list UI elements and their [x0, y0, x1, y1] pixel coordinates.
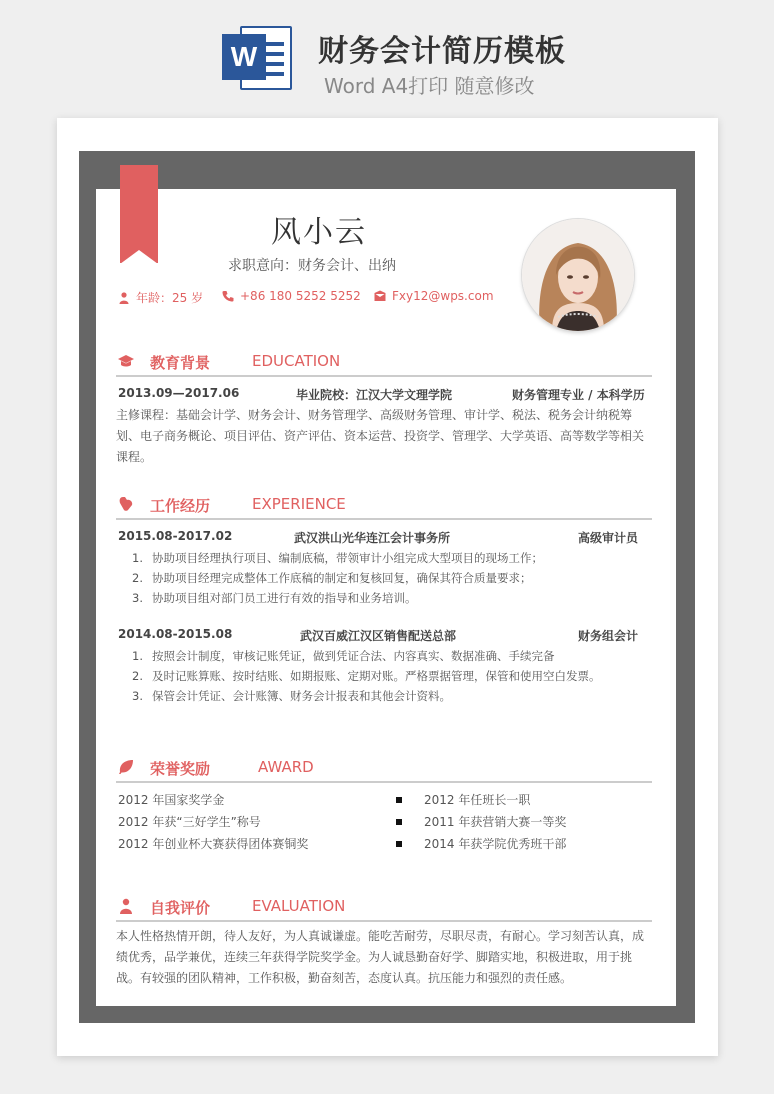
evaluation-header: [116, 894, 652, 922]
award-section: [116, 755, 652, 857]
duty-item: 2. 协助项目经理完成整体工作底稿的制定和复核回复，确保其符合质量要求；: [132, 571, 532, 585]
leaf-icon: [118, 759, 134, 775]
resume-frame: [79, 151, 695, 1023]
job-duties-1: [116, 548, 652, 608]
award-title-cn: 荣誉奖励: [150, 760, 211, 778]
word-logo-letter: W: [222, 34, 266, 80]
award-item: 2014 年获学院优秀班干部: [424, 837, 567, 851]
education-section: [116, 349, 652, 468]
email-text[interactable]: Fxy12@wps.com: [392, 289, 494, 303]
job-role: 财务组会计: [578, 629, 639, 643]
job-period: 2015.08-2017.02: [118, 529, 233, 543]
award-item: 2012 年国家奖学金: [118, 793, 225, 807]
duty-item: 3. 保管会计凭证、会计账簿、财务会计报表和其他会计资料。: [132, 689, 451, 703]
education-header: [116, 349, 652, 377]
age-text: 年龄：25 岁: [136, 291, 204, 305]
banner-title: 财务会计简历模板: [318, 34, 566, 69]
duty-item: 1. 按照会计制度，审核记账凭证，做到凭证合法、内容真实、数据准确、手续完备: [132, 649, 555, 663]
experience-title-en: EXPERIENCE: [252, 495, 346, 513]
avatar: [522, 219, 634, 331]
email-info[interactable]: [374, 289, 494, 303]
job-row-2: [116, 624, 652, 644]
job-company: 武汉洪山光华连江会计事务所: [294, 531, 451, 545]
mail-icon: [374, 290, 386, 302]
award-item: 2011 年获营销大赛一等奖: [424, 815, 567, 829]
evaluation-text: 本人性格热情开朗，待人友好，为人真诚谦虚。能吃苦耐劳，尽职尽责，有耐心。学习刻苦认真，成绩优秀，品学兼优，连续三年获得学院奖学金。为人诚恳勤奋好学、脚踏实地，积极进取，用于挑战。有较强的团队精神，工作积极，勤奋刻苦，态度认真。抗压能力和强烈的责任感。: [116, 929, 645, 985]
evaluation-title-cn: 自我评价: [150, 899, 211, 917]
education-title-en: EDUCATION: [252, 352, 341, 370]
job-role: 高级审计员: [578, 531, 639, 545]
person-icon: [118, 898, 134, 914]
evaluation-title-en: EVALUATION: [252, 897, 346, 915]
award-title-en: AWARD: [258, 758, 314, 776]
word-icon: [222, 22, 294, 94]
education-row: [116, 383, 652, 403]
duty-item: 1. 协助项目经理执行项目、编制底稿，带领审计小组完成大型项目的现场工作；: [132, 551, 543, 565]
award-item: 2012 年任班长一职: [424, 793, 531, 807]
education-school: 毕业院校：江汉大学文理学院: [296, 388, 453, 402]
portrait-image: [522, 219, 634, 331]
age-info: [118, 289, 203, 306]
bullet-icon: [396, 819, 402, 825]
education-title-cn: 教育背景: [150, 354, 211, 372]
education-courses: 主修课程：基础会计学、财务会计、财务管理学、高级财务管理、审计学、税法、税务会计纳税筹划、电子商务概论、项目评估、资产评估、资本运营、投资学、管理学、大学英语、高等数学等相关课程。: [116, 408, 645, 464]
experience-header: [116, 492, 652, 520]
award-list: [116, 791, 652, 857]
resume-page: [57, 118, 718, 1056]
phone-icon: [222, 290, 234, 302]
award-item: 2012 年获“三好学生”称号: [118, 815, 261, 829]
experience-title-cn: 工作经历: [150, 497, 211, 515]
job-duties-2: [116, 646, 652, 706]
job-row-1: [116, 526, 652, 546]
candidate-name: 风小云: [271, 215, 367, 250]
education-major: 财务管理专业 / 本科学历: [512, 388, 645, 402]
award-item: 2012 年创业杯大赛获得团体赛铜奖: [118, 837, 309, 851]
resume-content: [96, 189, 676, 1006]
duty-item: 3. 协助项目组对部门员工进行有效的指导和业务培训。: [132, 591, 417, 605]
mouse-icon: [118, 496, 134, 512]
education-period: 2013.09—2017.06: [118, 386, 240, 400]
experience-section: [116, 492, 652, 706]
job-company: 武汉百威江汉区销售配送总部: [300, 629, 457, 643]
award-header: [116, 755, 652, 783]
banner-subtitle: Word A4打印 随意修改: [324, 74, 535, 98]
job-period: 2014.08-2015.08: [118, 627, 233, 641]
banner: [0, 0, 774, 110]
phone-info: [222, 289, 361, 303]
job-intent: 求职意向：财务会计、出纳: [228, 258, 396, 274]
phone-text: +86 180 5252 5252: [240, 289, 361, 303]
bookmark-ribbon: [120, 165, 158, 263]
evaluation-section: [116, 894, 652, 989]
duty-item: 2. 及时记账算账、按时结账、如期报账、定期对账。严格票据管理，保管和使用空白发票。: [132, 669, 601, 683]
bullet-icon: [396, 797, 402, 803]
person-icon: [118, 292, 130, 304]
graduation-cap-icon: [118, 353, 134, 369]
bullet-icon: [396, 841, 402, 847]
